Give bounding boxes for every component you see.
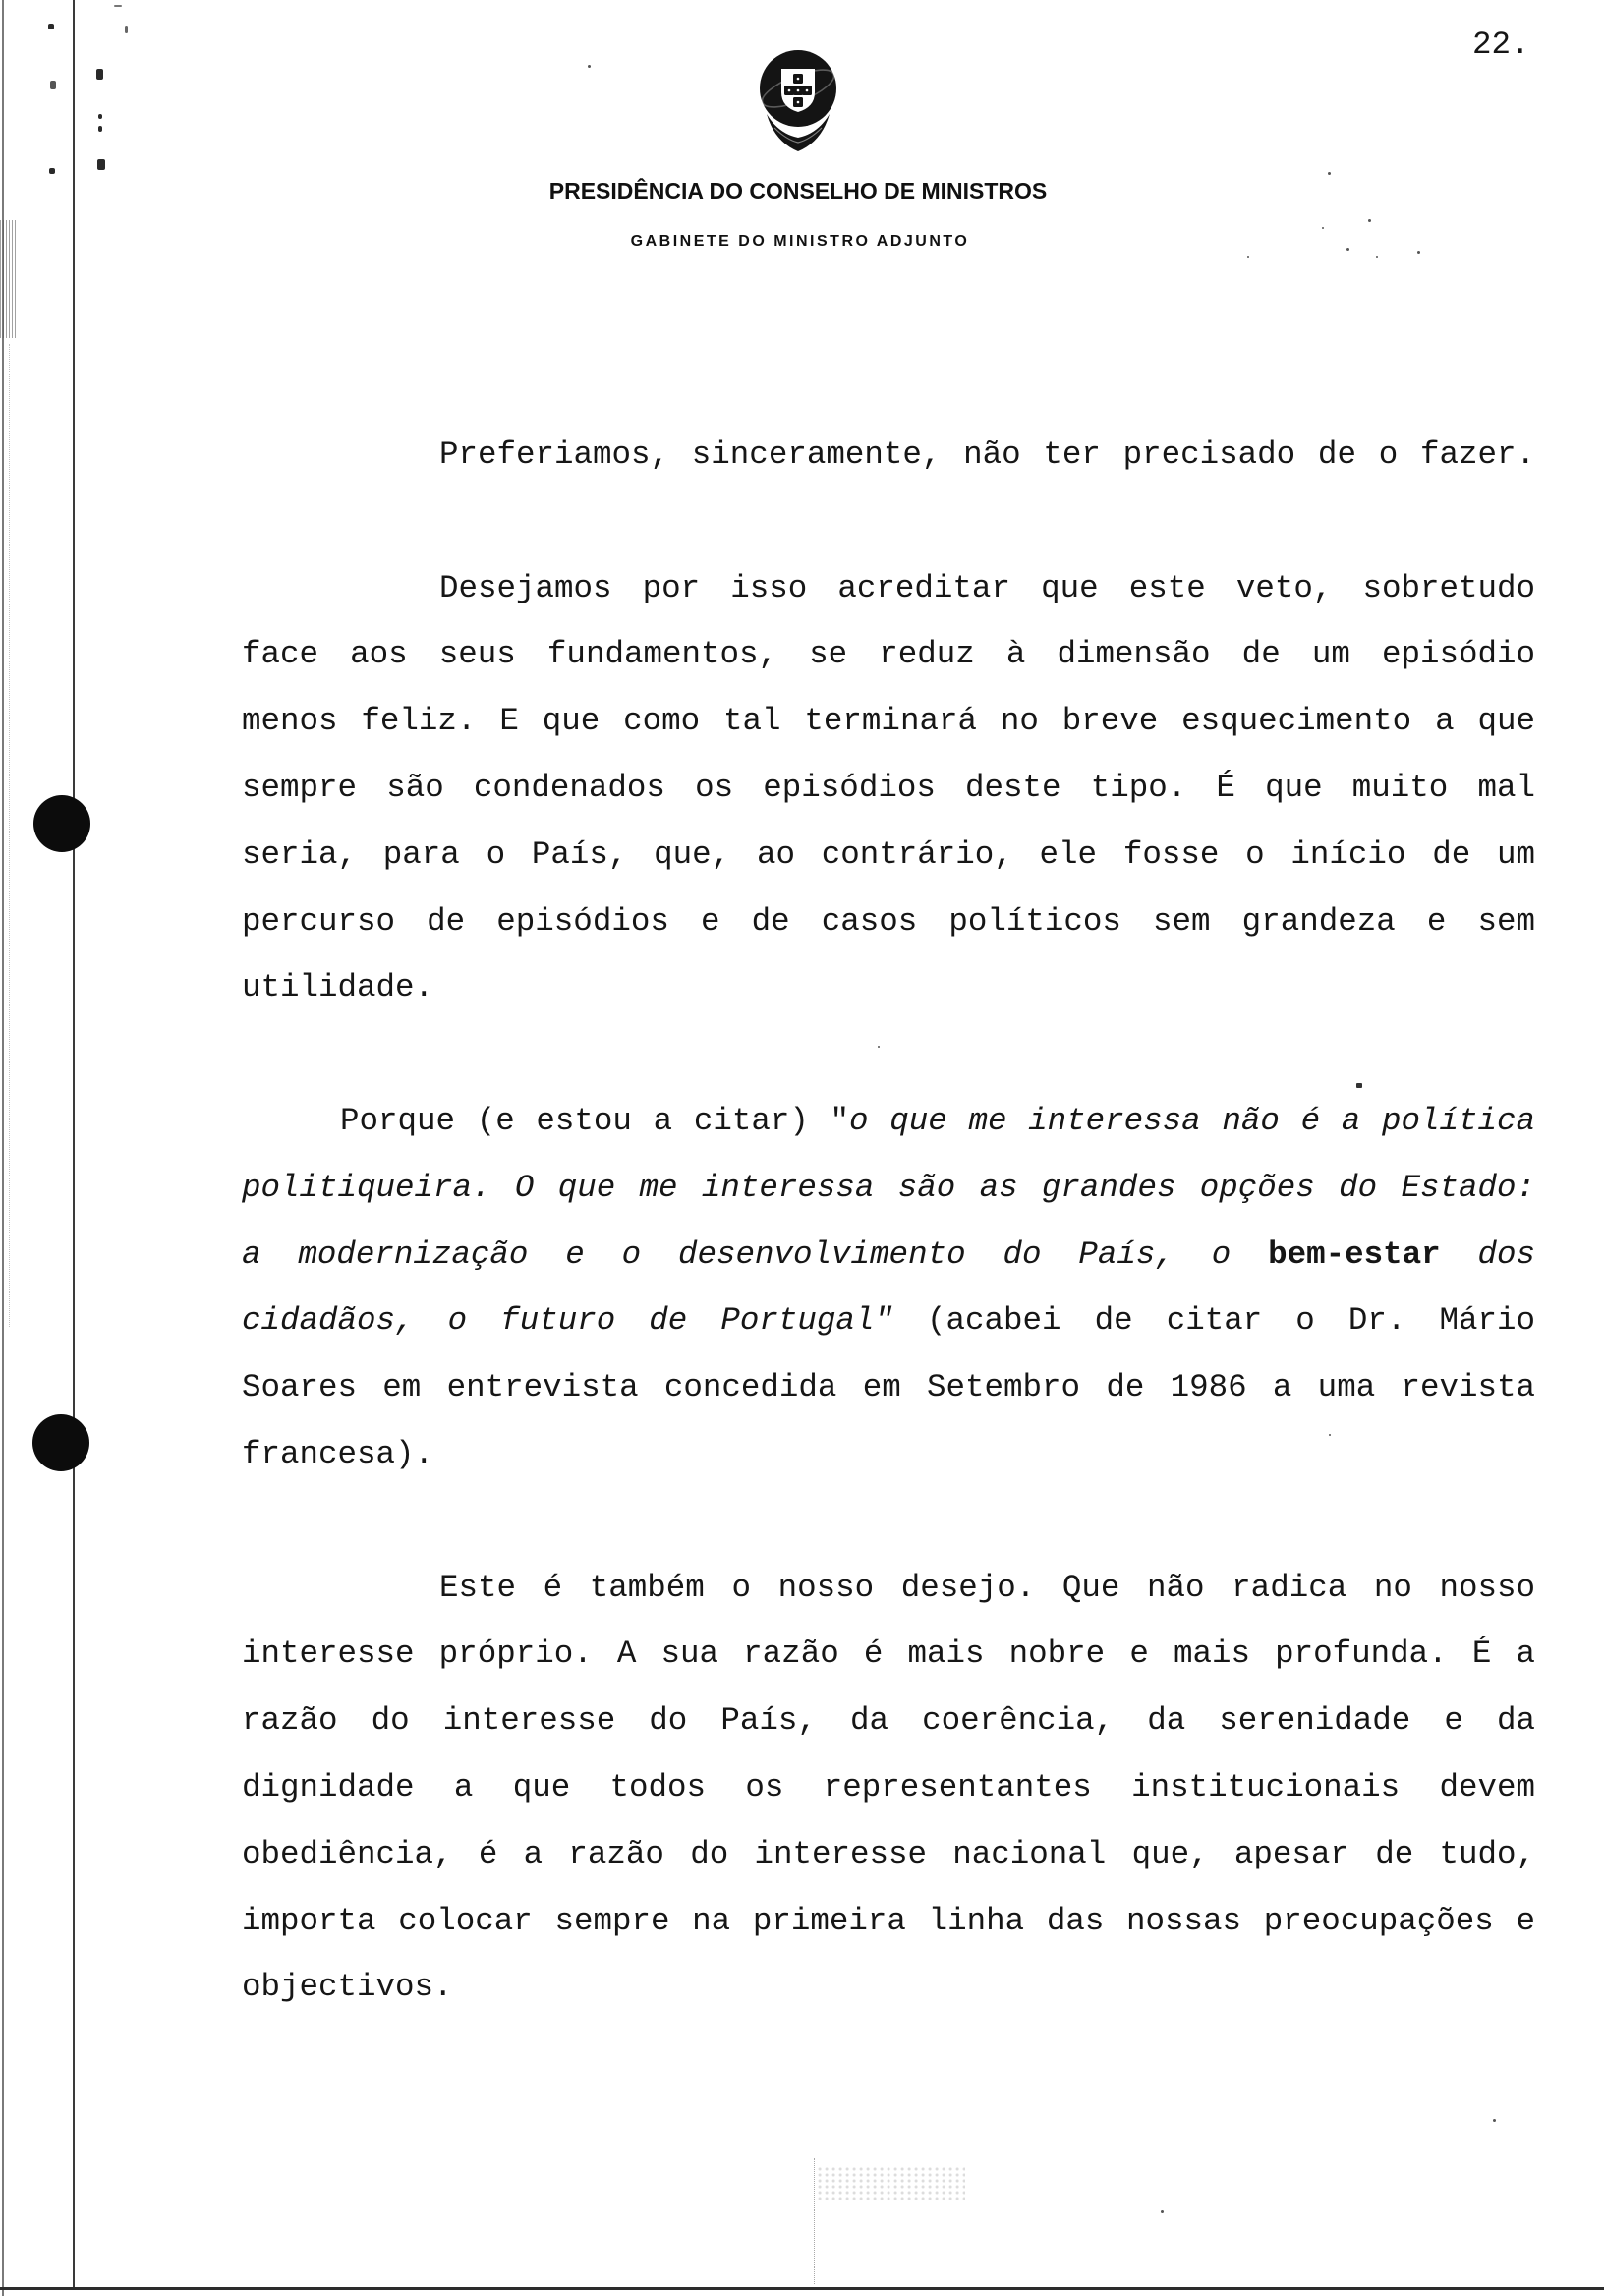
scan-streak — [9, 344, 10, 1327]
text-line: Desejamos por isso acreditar que este veto, sobretudo — [439, 569, 1535, 606]
text-line: obediência, é a razão do interesse nacional que, apesar de tudo, — [242, 1835, 1535, 1872]
text-line: francesa). — [242, 1435, 434, 1472]
paragraph — [242, 1088, 1535, 1488]
scan-noise — [818, 2166, 965, 2200]
scan-speck — [1493, 2119, 1496, 2122]
text-line: Este é também o nosso desejo. Que não radica no nosso — [439, 1569, 1535, 1606]
text-line: percurso de episódios e de casos políticos sem grandeza e sem — [242, 902, 1535, 940]
quoted-text: o que me interessa não é a política — [849, 1102, 1535, 1139]
text-line: utilidade. — [242, 969, 434, 1006]
punch-hole — [33, 795, 90, 852]
letterhead-institution: PRESIDÊNCIA DO CONSELHO DE MINISTROS — [548, 178, 1048, 203]
paragraph — [242, 555, 1535, 1022]
bottom-edge-line — [0, 2287, 1604, 2290]
text-line: face aos seus fundamentos, se reduz à dimensão de um episódio — [242, 636, 1535, 673]
text-line — [242, 1288, 1535, 1354]
text-line: menos feliz. E que como tal terminará no breve esquecimento a que — [242, 703, 1535, 740]
text-line — [242, 1222, 1535, 1289]
text-line: sempre são condenados os episódios deste tipo. É que muito mal — [242, 769, 1535, 806]
letterhead-office: GABINETE DO MINISTRO ADJUNTO — [630, 233, 970, 250]
page-number: 22. — [1472, 27, 1530, 63]
text-line: Soares em entrevista concedida em Setembro de 1986 a uma revista — [242, 1369, 1535, 1406]
coat-of-arms-icon — [749, 45, 847, 153]
text-segment: Porque (e estou a citar) " — [340, 1102, 850, 1139]
quoted-text: dos — [1440, 1235, 1535, 1273]
text-line — [340, 1088, 1535, 1155]
text-line: objectivos. — [242, 1969, 453, 2006]
text-segment: (acabei de citar o Dr. Mário — [892, 1302, 1535, 1340]
scan-streak — [814, 2158, 815, 2284]
text-line: importa colocar sempre na primeira linha das nossas preocupações e — [242, 1902, 1535, 1939]
text-line: Preferiamos, sinceramente, não ter precisado de o fazer. — [439, 436, 1535, 473]
text-line: razão do interesse do País, da coerência, da serenidade e da — [242, 1702, 1535, 1740]
letterhead — [0, 0, 1604, 275]
body-text — [242, 422, 1535, 2021]
quoted-text: a modernização e o desenvolvimento do País, o — [242, 1235, 1269, 1273]
paragraph — [242, 1555, 1535, 2022]
punch-hole — [32, 1414, 89, 1471]
page-edge-line — [2, 0, 4, 2296]
quoted-text-bold: bem-estar — [1268, 1235, 1441, 1273]
paragraph — [242, 422, 1535, 488]
quoted-text: politiqueira. O que me interessa são as grandes opções do Estado: — [242, 1169, 1535, 1206]
text-line: seria, para o País, que, ao contrário, ele fosse o início de um — [242, 835, 1535, 873]
scan-speck — [1161, 2210, 1164, 2213]
text-line: interesse próprio. A sua razão é mais nobre e mais profunda. É a — [242, 1636, 1535, 1673]
margin-line — [73, 0, 75, 2290]
text-line: dignidade a que todos os representantes institucionais devem — [242, 1768, 1535, 1806]
quoted-text: cidadãos, o futuro de Portugal" — [242, 1302, 893, 1340]
